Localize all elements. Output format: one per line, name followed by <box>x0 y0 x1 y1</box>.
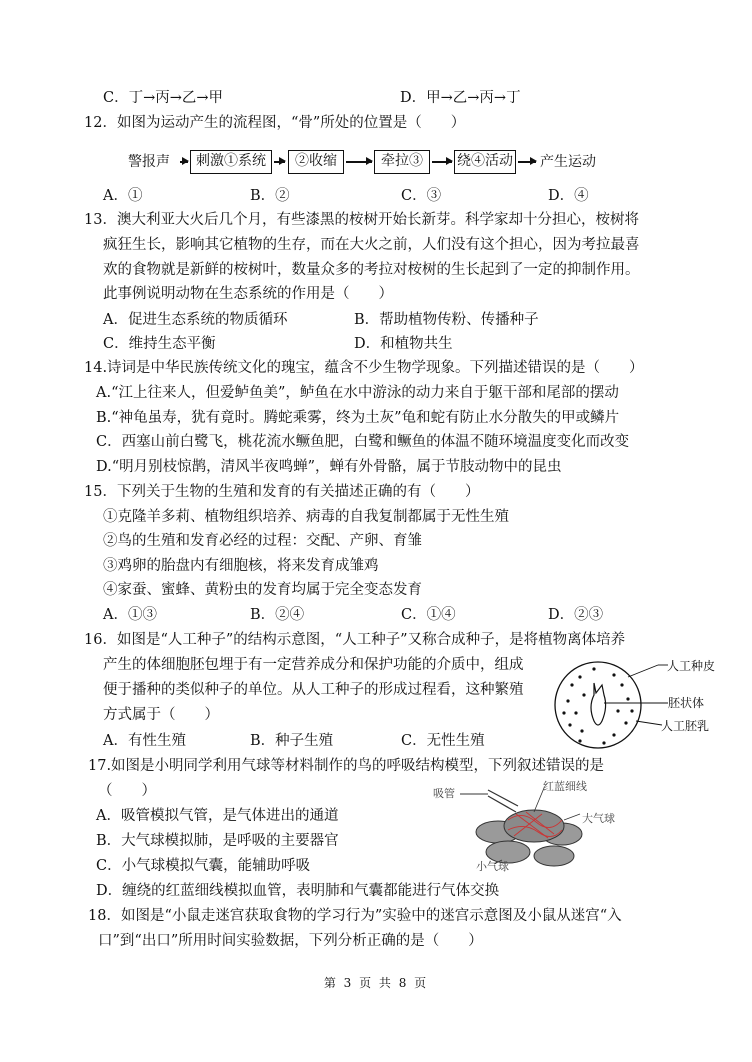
flow-box-4: 绕④活动 <box>454 150 516 174</box>
label-wires: 红蓝细线 <box>543 780 587 793</box>
flow-box-2: ②收缩 <box>288 150 344 174</box>
flow-box-3: 牵拉③ <box>374 150 430 174</box>
label-endosperm: 人工胚乳 <box>661 719 710 733</box>
label-seed-coat: 人工种皮 <box>667 659 716 673</box>
flow-arrow <box>518 161 536 163</box>
q17-option-b: B．大气球模拟肺，是呼吸的主要器官 <box>96 833 339 849</box>
q16-line-2: 产生的体细胞胚包埋于有一定营养成分和保护功能的介质中，组成 <box>103 657 524 673</box>
flow-box-1: 刺激①系统 <box>190 150 272 174</box>
q15-option-a: A．①③ <box>103 607 157 623</box>
q13-option-d: D．和植物共生 <box>354 336 453 352</box>
q13-line-1: 13．澳大利亚大火后几个月，有些漆黑的桉树开始长新芽。科学家却十分担心，桉树将 <box>84 212 639 228</box>
label-big-balloon: 大气球 <box>582 812 615 825</box>
q17-option-d: D．缠绕的红蓝细线模拟血管，表明肺和气囊都能进行气体交换 <box>96 883 500 899</box>
label-small-balloon: 小气球 <box>476 860 509 873</box>
q15-item-3: ③鸡卵的胎盘内有细胞核，将来发育成雏鸡 <box>103 558 379 574</box>
flow-arrow <box>432 161 452 163</box>
q15-item-4: ④家蚕、蜜蜂、黄粉虫的发育均属于完全变态发育 <box>103 582 422 598</box>
q15-option-d: D．②③ <box>548 607 604 623</box>
q13-option-c: C．维持生态平衡 <box>103 336 216 352</box>
q12-option-b: B．② <box>250 188 290 204</box>
q18-line-2: 口”到“出口”所用时间实验数据，下列分析正确的是（ ） <box>98 933 483 949</box>
q12-option-c: C．③ <box>401 188 442 204</box>
q13-line-4: 此事例说明动物在生态系统的作用是（ ） <box>103 286 393 302</box>
q15-item-1: ①克隆羊多莉、植物组织培养、病毒的自我复制都属于无性生殖 <box>103 509 509 525</box>
page-footer: 第 3 页 共 8 页 <box>323 976 429 990</box>
q17-stem: 17.如图是小明同学利用气球等材料制作的鸟的呼吸结构模型，下列叙述错误的是 <box>88 758 605 774</box>
flow-arrow <box>274 161 285 163</box>
q13-option-b: B．帮助植物传粉、传播种子 <box>354 312 539 328</box>
straw-shape <box>488 790 518 812</box>
q16-option-a: A．有性生殖 <box>103 733 186 749</box>
q11-option-c: C．丁→丙→乙→甲 <box>103 90 224 106</box>
q17-option-a: A．吸管模拟气管，是气体进出的通道 <box>96 808 339 824</box>
q15-stem: 15．下列关于生物的生殖和发育的有关描述正确的有（ ） <box>84 484 480 500</box>
q14-stem: 14.诗词是中华民族传统文化的瑰宝，蕴含不少生物学现象。下列描述错误的是（ ） <box>84 360 644 376</box>
q12-option-d: D．④ <box>548 188 589 204</box>
q12-option-a: A．① <box>103 188 143 204</box>
embryo-shape <box>591 683 606 725</box>
q16-option-b: B．种子生殖 <box>250 733 334 749</box>
flow-arrow <box>346 161 372 163</box>
q14-option-d: D.“明月别枝惊鹊，清风半夜鸣蝉”，蝉有外骨骼，属于节肢动物中的昆虫 <box>96 459 562 475</box>
q13-line-3: 欢的食物就是新鲜的桉树叶，数量众多的考拉对桉树的生长起到了一定的抑制作用。 <box>103 262 640 278</box>
q12-stem: 12．如图为运动产生的流程图，“骨”所处的位置是（ ） <box>84 115 466 131</box>
q14-option-c: C．西塞山前白鹭飞，桃花流水鳜鱼肥，白鹭和鳜鱼的体温不随环境温度变化而改变 <box>96 434 630 450</box>
flow-end: 产生运动 <box>540 154 596 170</box>
q15-option-b: B．②④ <box>250 607 305 623</box>
flow-start: 警报声 <box>128 154 170 170</box>
q13-line-2: 疯狂生长，影响其它植物的生存，而在大火之前，人们没有这个担心，因为考拉最喜 <box>103 237 640 253</box>
label-embryo: 胚状体 <box>668 696 705 710</box>
q11-option-d: D．甲→乙→丙→丁 <box>400 90 521 106</box>
q15-option-c: C．①④ <box>401 607 456 623</box>
q13-option-a: A．促进生态系统的物质循环 <box>103 312 288 328</box>
q14-option-a: A.“江上往来人，但爱鲈鱼美”，鲈鱼在水中游泳的动力来自于躯干部和尾部的摆动 <box>96 385 619 401</box>
label-straw: 吸管 <box>433 787 455 800</box>
q16-option-c: C．无性生殖 <box>401 733 485 749</box>
q15-item-2: ②鸟的生殖和发育必经的过程：交配、产卵、育雏 <box>103 533 422 549</box>
flow-arrow <box>180 161 188 163</box>
q17-option-c: C．小气球模拟气囊，能辅助呼吸 <box>96 858 311 874</box>
q12-flowchart <box>128 146 648 180</box>
q18-line-1: 18．如图是“小鼠走迷宫获取食物的学习行为”实验中的迷宫示意图及小鼠从迷宫“入 <box>88 908 622 924</box>
q16-line-1: 16．如图是“人工种子”的结构示意图，“人工种子”又称合成种子，是将植物离体培养 <box>84 632 626 648</box>
q17-stem-paren: （ ） <box>98 783 156 799</box>
q16-line-4: 方式属于（ ） <box>103 707 219 723</box>
small-balloon <box>534 846 574 866</box>
q14-option-b: B.“神龟虽寿，犹有竟时。腾蛇乘雾，终为土灰”龟和蛇有防止水分散失的甲或鳞片 <box>96 410 620 426</box>
q16-line-3: 便于播种的类似种子的单位。从人工种子的形成过程看，这种繁殖 <box>103 682 524 698</box>
